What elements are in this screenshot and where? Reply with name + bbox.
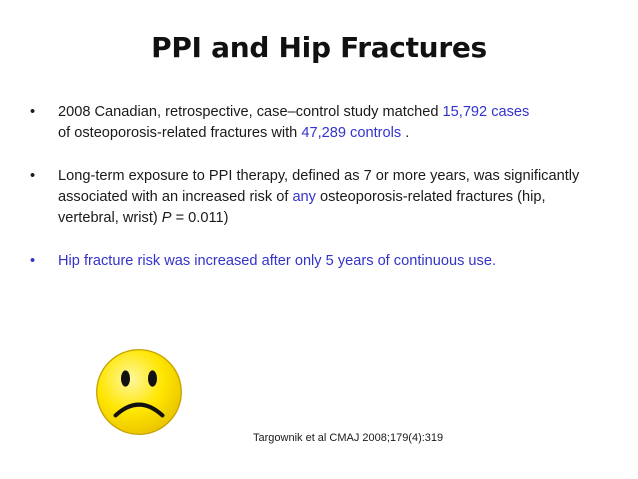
bullet-text: osteoporosis-related fractures (hip, vertebral, wrist) xyxy=(58,189,546,226)
citation: Targownik et al CMAJ 2008;179(4):319 xyxy=(253,432,444,444)
cases-highlight: 15,792 cases xyxy=(442,104,530,120)
bullet-marker: • xyxy=(30,168,36,184)
bullet-marker: • xyxy=(30,253,36,269)
bullet-list xyxy=(30,102,600,272)
face-circle xyxy=(97,350,182,435)
bullet-item xyxy=(30,251,600,272)
slide-title: PPI and Hip Fractures xyxy=(151,31,487,64)
bullet-text: Hip fracture risk was increased after only 5 years of continuous use. xyxy=(58,253,497,269)
bullet-marker: • xyxy=(30,104,36,120)
bullet-text: . xyxy=(401,125,410,141)
bullet-item xyxy=(30,102,600,144)
bullet-text: Long-term exposure to PPI therapy, defined as 7 or more years, was significantly associated with an increased risk of xyxy=(58,168,580,205)
right-eye xyxy=(148,370,157,386)
bullet-item xyxy=(30,166,600,229)
bullet-text: 2008 Canadian, retrospective, case–control study matched xyxy=(58,104,443,120)
p-value: = 0.011) xyxy=(171,210,229,226)
sad-face-icon xyxy=(94,347,184,437)
controls-highlight: 47,289 controls xyxy=(301,125,402,141)
bullet-text: of osteoporosis-related fractures with xyxy=(58,125,302,141)
left-eye xyxy=(121,370,130,386)
p-symbol: P xyxy=(161,210,172,226)
any-highlight: any xyxy=(292,189,316,205)
